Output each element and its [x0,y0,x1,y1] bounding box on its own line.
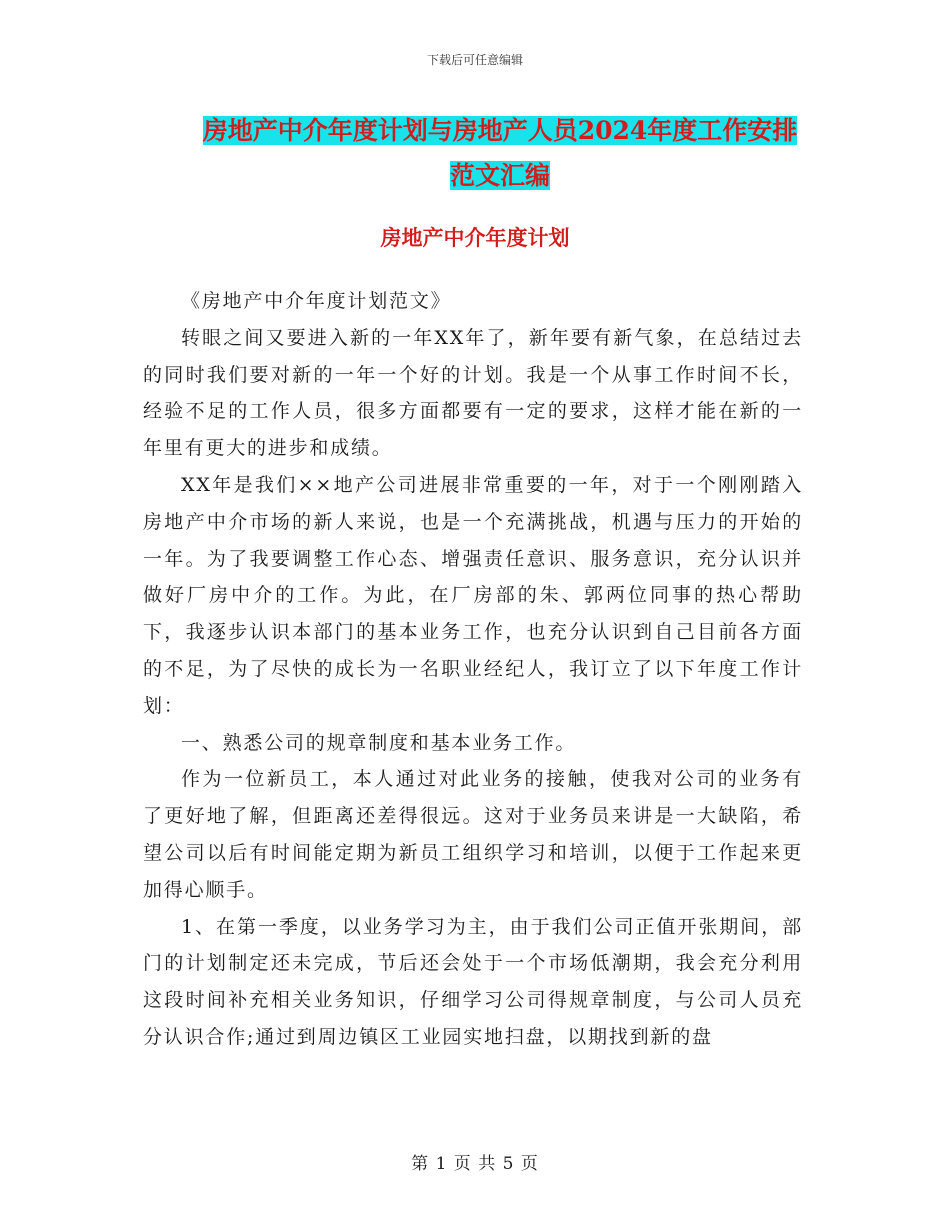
document-title-line-1: 房地产中介年度计划与房地产人员2024年度工作安排 [202,116,798,145]
document-title-line-2: 范文汇编 [449,161,550,190]
paragraph-subtitle: 《房地产中介年度计划范文》 [181,290,452,312]
page-footer-page-number: 第 1 页 共 5 页 [411,1154,539,1174]
page-header-note: 下载后可任意编辑 [426,53,523,67]
paragraph: 1、在第一季度，以业务学习为主，由于我们公司正值开张期间，部门的计划制定还未完成，节后还会处于一个市场低潮期，我会充分利用这段时间补充相关业务知识，仔细学习公司得规章制度，与公司人员充分认识合作;通过到周边镇区工业园实地扫盘，以期找到新的盘 [143,915,803,1048]
paragraph: 转眼之间又要进入新的一年XX年了，新年要有新气象，在总结过去的同时我们要对新的一年一个好的计划。我是一个从事工作时间不长，经验不足的工作人员，很多方面都要有一定的要求，这样才能在新的一年里有更大的进步和成绩。 [143,326,803,460]
paragraph: 作为一位新员工，本人通过对此业务的接触，使我对公司的业务有了更好地了解，但距离还差得很远。这对于业务员来讲是一大缺陷，希望公司以后有时间能定期为新员工组织学习和培训，以便于工作起来更加得心顺手。 [143,768,803,901]
paragraph-section-heading: 一、熟悉公司的规章制度和基本业务工作。 [181,731,577,754]
paragraph: XX年是我们××地产公司进展非常重要的一年，对于一个刚刚踏入房地产中介市场的新人来说，也是一个充满挑战，机遇与压力的开始的一年。为了我要调整工作心态、增强责任意识、服务意识，充分认识并做好厂房中介的工作。为此，在厂房部的朱、郭两位同事的热心帮助下，我逐步认识本部门的基本业务工作，也充分认识到自己目前各方面的不足，为了尽快的成长为一名职业经纪人，我订立了以下年度工作计划： [143,473,803,717]
document-body [143,283,803,1056]
document-title [140,108,860,198]
section-heading: 房地产中介年度计划 [380,225,570,250]
